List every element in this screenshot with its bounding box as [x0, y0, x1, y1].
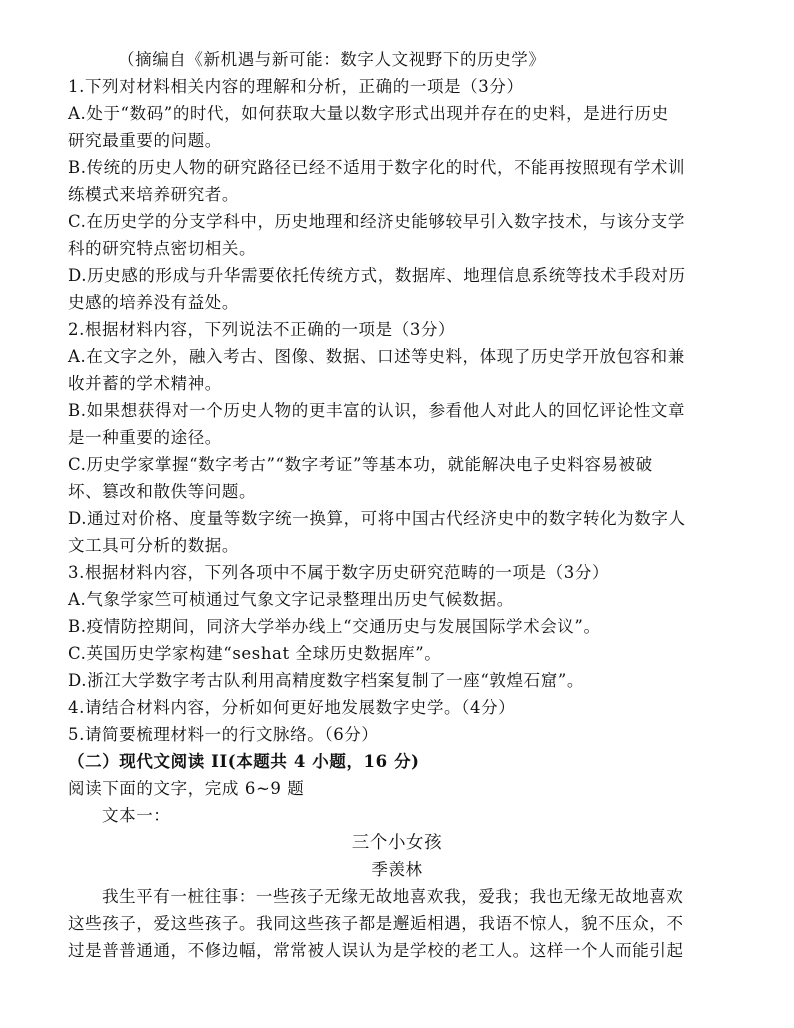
q2-option-d: D.通过对价格、度量等数字统一换算，可将中国古代经济史中的数字转化为数字人: [68, 509, 686, 528]
q1-option-c-cont: 科的研究特点密切相关。: [68, 239, 257, 258]
q2-stem: 2.根据材料内容，下列说法不正确的一项是（3分）: [68, 320, 456, 339]
q3-option-d: D.浙江大学数字考古队利用高精度数字档案复制了一座“敦煌石窟”。: [68, 671, 584, 690]
essay-paragraph-line-3: 过是普普通通，不修边幅，常常被人误认为是学校的老工人。这样一个人而能引起: [68, 941, 684, 960]
q2-option-c-cont: 坏、篡改和散佚等问题。: [68, 482, 257, 501]
q1-option-b-cont: 练模式来培养研究者。: [68, 185, 239, 204]
q2-option-d-cont: 文工具可分析的数据。: [68, 536, 239, 555]
q2-option-a-cont: 收并蓄的学术精神。: [68, 374, 222, 393]
q1-option-a: A.处于“数码”的时代，如何获取大量以数字形式出现并存在的史料，是进行历史: [68, 104, 669, 123]
section-heading: （二）现代文阅读 II(本题共 4 小题，16 分): [68, 752, 420, 771]
q4-stem: 4.请结合材料内容，分析如何更好地发展数字史学。（4分）: [68, 698, 516, 717]
q1-option-a-cont: 研究最重要的问题。: [68, 131, 222, 150]
q3-option-b: B.疫情防控期间，同济大学举办线上“交通历史与发展国际学术会议”。: [68, 617, 601, 636]
q1-option-b: B.传统的历史人物的研究路径已经不适用于数字化的时代，不能再按照现有学术训: [68, 158, 686, 177]
essay-author: 季羡林: [371, 860, 423, 879]
q3-stem: 3.根据材料内容，下列各项中不属于数字历史研究范畴的一项是（3分）: [68, 563, 610, 582]
q2-option-c: C.历史学家掌握“数字考古”“数字考证”等基本功，就能解决电子史料容易被破: [68, 455, 653, 474]
essay-paragraph-line-1: 我生平有一桩往事：一些孩子无缘无故地喜欢我，爱我；我也无缘无故地喜欢: [102, 887, 684, 906]
q2-option-b: B.如果想获得对一个历史人物的更丰富的认识，参看他人对此人的回忆评论性文章: [68, 401, 686, 420]
q3-option-c: C.英国历史学家构建“seshat 全球历史数据库”。: [68, 644, 442, 663]
q1-option-d-cont: 史感的培养没有益处。: [68, 293, 239, 312]
q1-stem: 1.下列对材料相关内容的理解和分析，正确的一项是（3分）: [68, 77, 524, 96]
reading-instruction: 阅读下面的文字，完成 6~9 题: [68, 779, 305, 798]
essay-paragraph-line-2: 这些孩子，爱这些孩子。我同这些孩子都是邂逅相遇，我语不惊人，貌不压众，不: [68, 914, 684, 933]
source-citation: （摘编自《新机遇与新可能：数字人文视野下的历史学》: [118, 50, 546, 69]
q1-option-d: D.历史感的形成与升华需要依托传统方式，数据库、地理信息系统等技术手段对历: [68, 266, 686, 285]
q2-option-a: A.在文字之外，融入考古、图像、数据、口述等史料，体现了历史学开放包容和兼: [68, 347, 685, 366]
essay-title: 三个小女孩: [351, 833, 443, 853]
text-label: 文本一：: [102, 806, 171, 825]
q2-option-b-cont: 是一种重要的途径。: [68, 428, 222, 447]
q1-option-c: C.在历史学的分支学科中，历史地理和经济史能够较早引入数字技术，与该分支学: [68, 212, 685, 231]
q3-option-a: A.气象学家竺可桢通过气象文字记录整理出历史气候数据。: [68, 590, 514, 609]
q5-stem: 5.请简要梳理材料一的行文脉络。（6分）: [68, 725, 379, 744]
